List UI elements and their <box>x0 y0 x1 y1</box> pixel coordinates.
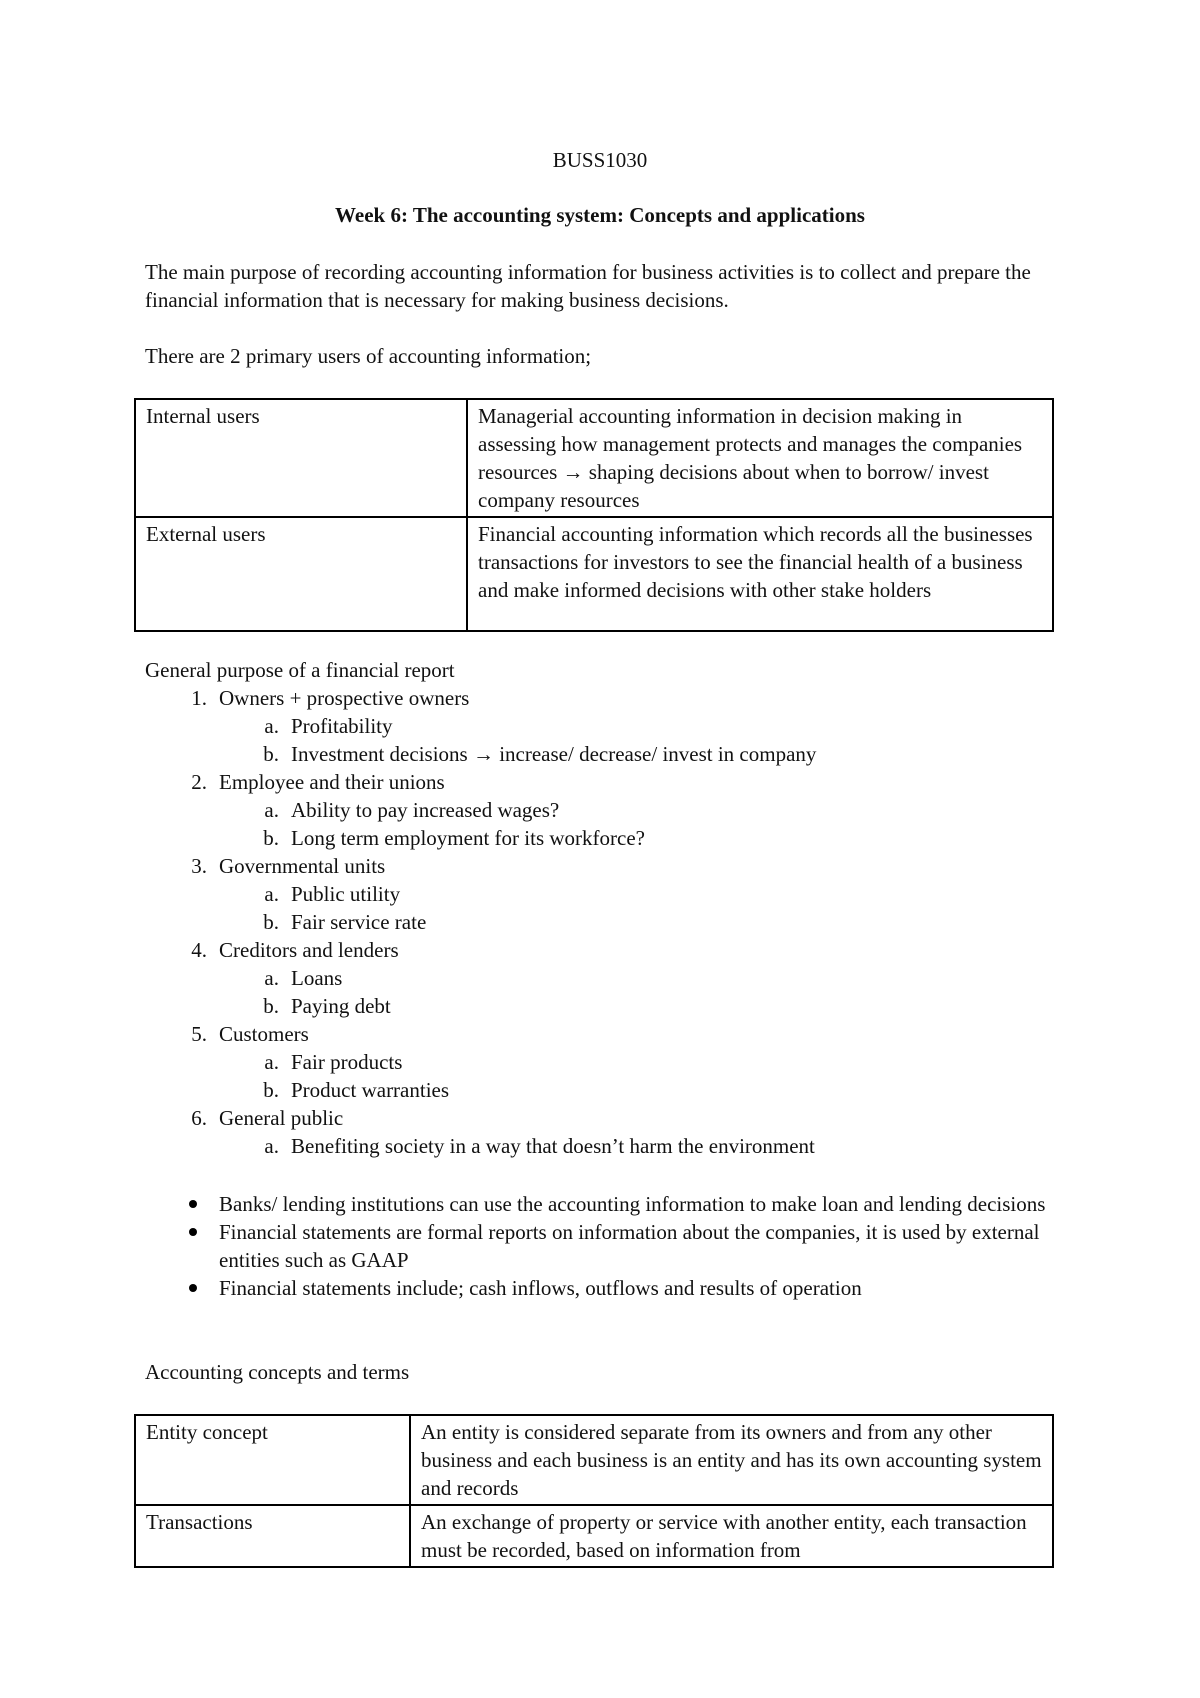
list-subitem: b. Product warranties <box>263 1078 450 1102</box>
purpose-section <box>145 656 1105 1160</box>
table-cell-label: Internal users <box>135 399 467 517</box>
users-intro: There are 2 primary users of accounting information; <box>145 344 592 368</box>
list-subitem: a. Public utility <box>264 882 401 906</box>
list-subitem: a. Ability to pay increased wages? <box>264 798 560 822</box>
table-row <box>135 399 1053 517</box>
list-subitem: a. Loans <box>264 966 343 990</box>
table-row <box>135 517 1053 631</box>
list-item: Banks/ lending institutions can use the accounting information to make loan and lending decisions <box>145 1190 1069 1218</box>
bullet-icon <box>189 1284 197 1292</box>
list-subitem: a. Fair products <box>264 1050 403 1074</box>
table-cell-description: An entity is considered separate from its owners and from any other business and each business is an entity and has its own accounting system and records <box>410 1415 1053 1505</box>
list-subitem: a. Benefiting society in a way that doesn’t harm the environment <box>264 1134 815 1158</box>
list-subitem: b. Fair service rate <box>263 910 427 934</box>
users-table <box>134 398 1054 632</box>
table-cell-label: External users <box>135 517 467 631</box>
list-item: 6. General public <box>191 1106 344 1130</box>
course-code: BUSS1030 <box>552 148 648 172</box>
table-cell-description: An exchange of property or service with another entity, each transaction must be recorded, based on information from <box>410 1505 1053 1567</box>
table-row <box>135 1505 1053 1567</box>
intro-paragraph: The main purpose of recording accounting information for business activities is to collect and prepare the financial information that is necessary for making business decisions. <box>145 260 1031 312</box>
list-subitem: b. Long term employment for its workforce? <box>263 826 645 850</box>
bullet-icon <box>189 1228 197 1236</box>
bullet-list <box>145 1190 1105 1302</box>
list-item: 5. Customers <box>191 1022 309 1046</box>
concepts-table <box>134 1414 1054 1568</box>
table-cell-description: Financial accounting information which records all the businesses transactions for investors to see the financial health of a business and make informed decisions with other stake holders <box>467 517 1053 631</box>
purpose-heading: General purpose of a financial report <box>145 658 455 682</box>
table-row <box>135 1415 1053 1505</box>
list-item: 3. Governmental units <box>191 854 386 878</box>
list-subitem: b. Paying debt <box>263 994 391 1018</box>
list-item: Financial statements are formal reports on information about the companies, it is used by external entities such as GAAP <box>145 1218 1069 1274</box>
page-title: Week 6: The accounting system: Concepts and applications <box>335 203 865 227</box>
list-subitem: a. Profitability <box>264 714 393 738</box>
list-item: 4. Creditors and lenders <box>191 938 399 962</box>
list-subitem: b. Investment decisions → increase/ decrease/ invest in company <box>263 742 817 766</box>
list-item: 1. Owners + prospective owners <box>191 686 470 710</box>
bullet-icon <box>189 1200 197 1208</box>
list-item: Financial statements include; cash inflows, outflows and results of operation <box>145 1274 1069 1302</box>
list-item: 2. Employee and their unions <box>191 770 445 794</box>
table-cell-description: Managerial accounting information in decision making in assessing how management protects and manages the companies resources → shaping decisions about when to borrow/ invest company resources <box>467 399 1053 517</box>
table-cell-label: Transactions <box>135 1505 410 1567</box>
concepts-heading: Accounting concepts and terms <box>145 1360 410 1384</box>
table-cell-label: Entity concept <box>135 1415 410 1505</box>
